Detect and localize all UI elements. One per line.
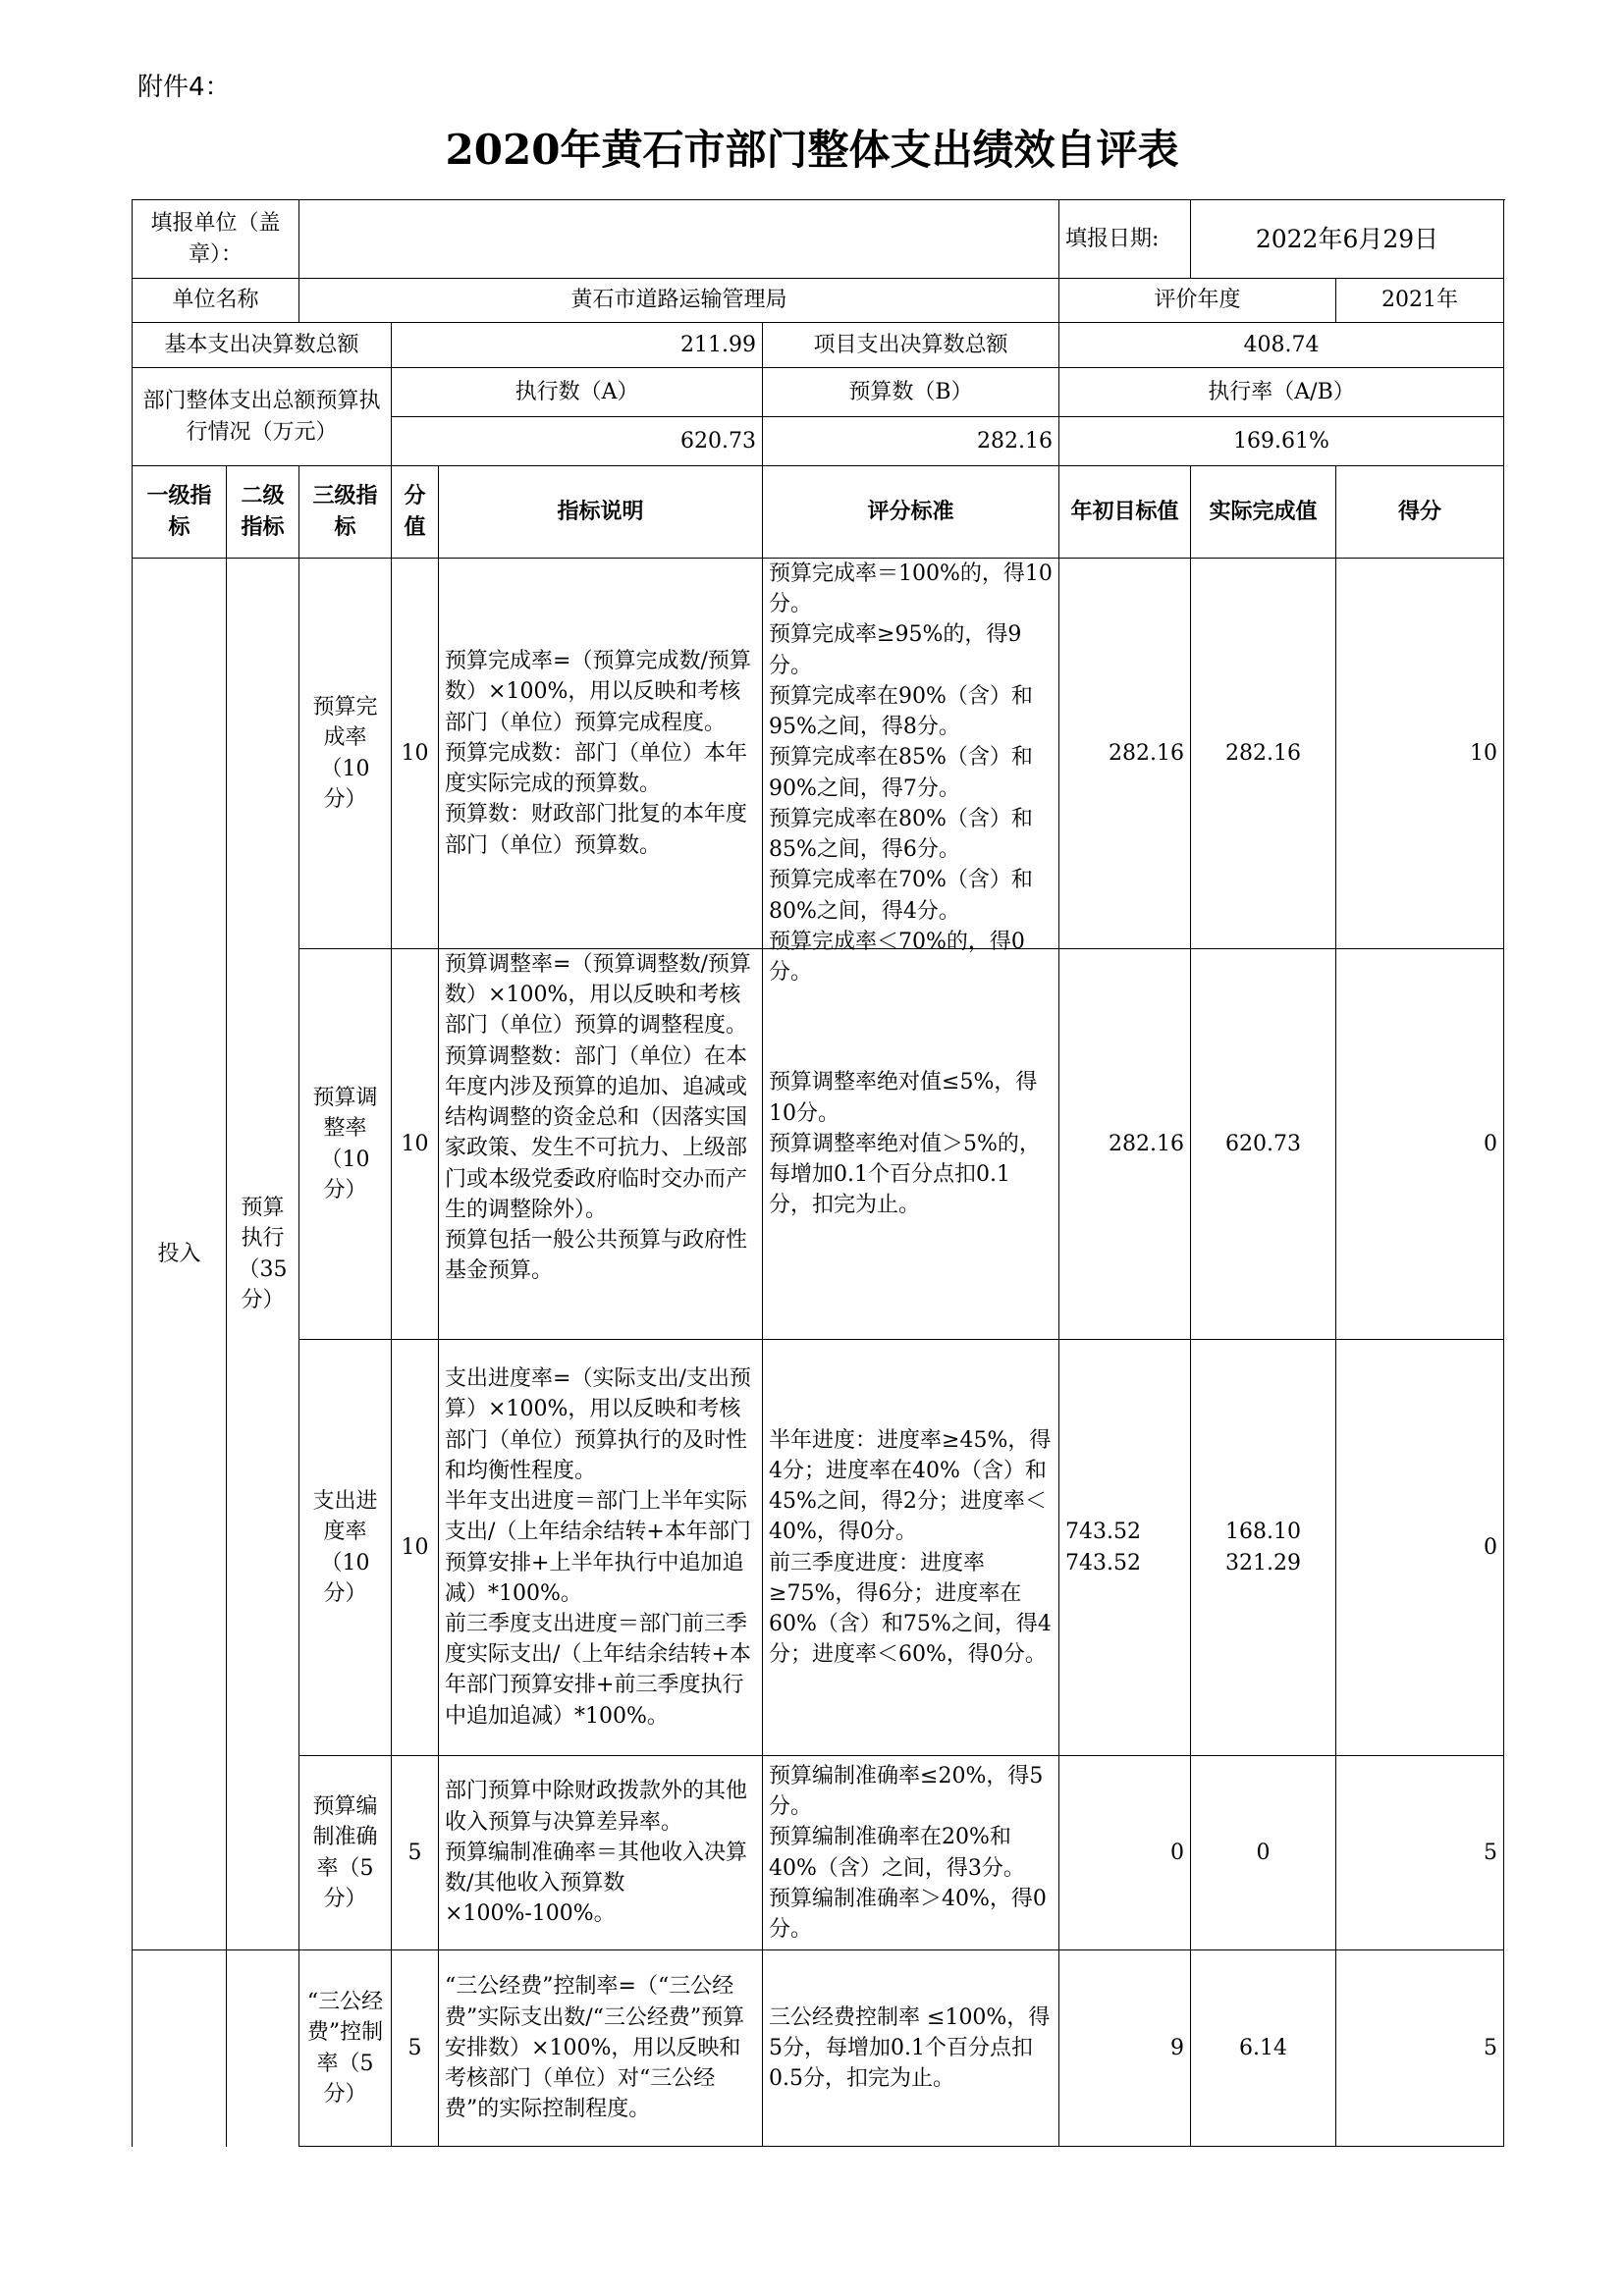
standard-text: 预算调整率绝对值≤5%，得10分。 预算调整率绝对值＞5%的，每增加0.1个百分点扣0.1分，扣完为止。	[769, 1070, 1041, 1218]
desc-cell	[439, 1340, 763, 1756]
desc-cell	[439, 559, 763, 949]
desc-text: 部门预算中除财政拨款外的其他收入预算与决算差异率。 预算编制准确率＝其他收入决算数/其他收入预算数×100%-100%。	[445, 1779, 748, 1927]
exec-rate-value: 169.61%	[1059, 417, 1504, 466]
desc-cell	[439, 949, 763, 1340]
header-row-exec-cols	[133, 368, 1504, 417]
desc-cell	[439, 1950, 763, 2147]
score-cell: 0	[1336, 1340, 1504, 1756]
actual-cell: 620.73	[1191, 949, 1336, 1340]
target-cell: 0	[1059, 1756, 1191, 1950]
level3-cell: 预算完成率（10分）	[299, 559, 392, 949]
level3-cell: “三公经费”控制率（5分）	[299, 1950, 392, 2147]
standard-cell	[763, 949, 1059, 1340]
level2-cell: 预算执行（35分）	[227, 559, 299, 1950]
col-desc: 指标说明	[439, 466, 763, 559]
standard-text: 预算完成率＝100%的，得10分。 预算完成率≥95%的，得9分。 预算完成率在90%（含）和95%之间，得8分。 预算完成率在85%（含）和90%之间，得7分。 预算完成率在80%（含）和85%之间，得6分。 预算完成率在70%（含）和80%之间，得4分。 预算完成率＜70%的，得0分。	[769, 561, 1053, 986]
fill-date-label: 填报日期:	[1059, 200, 1191, 279]
exec-a-value: 620.73	[392, 417, 763, 466]
col-score-value: 分值	[392, 466, 439, 559]
actual-cell: 6.14	[1191, 1950, 1336, 2147]
score-cell: 10	[1336, 559, 1504, 949]
desc-text: 预算调整率=（预算调整数/预算数）×100%，用以反映和考核部门（单位）预算的调整程度。 预算调整数：部门（单位）在本年度内涉及预算的追加、追减或结构调整的资金总和（因落实国家政策、发生不可抗力、上级部门或本级党委政府临时交办而产生的调整除外）。 预算包括一般公共预算与政府性基金预算。	[445, 952, 751, 1284]
eval-year-label: 评价年度	[1059, 279, 1336, 323]
standard-text: 半年进度：进度率≥45%，得4分；进度率在40%（含）和45%之间，得2分；进度率＜40%，得0分。 前三季度进度：进度率≥75%，得6分；进度率在60%（含）和75%之间，得4分；进度率＜60%，得0分。	[769, 1427, 1052, 1668]
target-cell: 282.16	[1059, 949, 1191, 1340]
desc-text: “三公经费”控制率=（“三公经费”实际支出数/“三公经费”预算安排数）×100%，用以反映和考核部门（单位）对“三公经费”的实际控制程度。	[445, 1974, 745, 2122]
fill-unit-label: 填报单位（盖章）：	[133, 200, 299, 279]
eval-year-value: 2021年	[1336, 279, 1504, 323]
score-cell: 5	[1336, 1756, 1504, 1950]
actual-cell: 0	[1191, 1756, 1336, 1950]
fill-date-value: 2022年6月29日	[1191, 200, 1504, 279]
standard-cell	[763, 1756, 1059, 1950]
points-cell: 10	[392, 559, 439, 949]
col-score: 得分	[1336, 466, 1504, 559]
score-cell: 5	[1336, 1950, 1504, 2147]
project-total-label: 项目支出决算数总额	[763, 323, 1059, 368]
target-cell: 282.16	[1059, 559, 1191, 949]
col-standard: 评分标准	[763, 466, 1059, 559]
exec-col-b: 预算数（B）	[763, 368, 1059, 417]
col-level3: 三级指标	[299, 466, 392, 559]
score-cell: 0	[1336, 949, 1504, 1340]
column-header-row	[133, 466, 1504, 559]
exec-b-value: 282.16	[763, 417, 1059, 466]
level3-cell: 预算调整率（10分）	[299, 949, 392, 1340]
table-row	[133, 1756, 1504, 1950]
unit-name-value: 黄石市道路运输管理局	[299, 279, 1059, 323]
points-cell: 5	[392, 1950, 439, 2147]
level1-cell-empty	[133, 1950, 227, 2147]
target-cell: 9	[1059, 1950, 1191, 2147]
actual-cell	[1191, 1340, 1336, 1756]
target-text: 743.52 743.52	[1065, 1520, 1141, 1575]
table-row	[133, 559, 1504, 949]
level1-cell: 投入	[133, 559, 227, 1950]
col-level2: 二级指标	[227, 466, 299, 559]
header-row-unit	[133, 279, 1504, 323]
basic-total-label: 基本支出决算数总额	[133, 323, 392, 368]
actual-cell: 282.16	[1191, 559, 1336, 949]
table-row	[133, 949, 1504, 1340]
desc-cell	[439, 1756, 763, 1950]
standard-cell	[763, 1340, 1059, 1756]
table-row	[133, 1950, 1504, 2147]
exec-col-a: 执行数（A）	[392, 368, 763, 417]
level2-cell-empty	[227, 1950, 299, 2147]
standard-cell	[763, 1950, 1059, 2147]
page-title: 2020年黄石市部门整体支出绩效自评表	[445, 126, 1179, 174]
table-row	[133, 1340, 1504, 1756]
points-cell: 5	[392, 1756, 439, 1950]
target-cell	[1059, 1340, 1191, 1756]
desc-text: 支出进度率=（实际支出/支出预算）×100%，用以反映和考核部门（单位）预算执行的及时性和均衡性程度。 半年支出进度＝部门上半年实际支出/（上年结余结转+本年部门预算安排+上半年执行中追加追减）*100%。 前三季度支出进度＝部门前三季度实际支出/（上年结余结转+本年部门预算安排+前三季度执行中追加追减）*100%。	[445, 1366, 751, 1729]
exec-label: 部门整体支出总额预算执行情况（万元）	[133, 368, 392, 466]
attachment-label: 附件4：	[137, 73, 231, 102]
project-total-value: 408.74	[1059, 323, 1504, 368]
col-target: 年初目标值	[1059, 466, 1191, 559]
col-actual: 实际完成值	[1191, 466, 1336, 559]
points-cell: 10	[392, 949, 439, 1340]
standard-text: 三公经费控制率 ≤100%，得5分，每增加0.1个百分点扣0.5分，扣完为止。	[769, 2004, 1051, 2092]
standard-text: 预算编制准确率≤20%，得5分。 预算编制准确率在20%和40%（含）之间，得3分。 预算编制准确率＞40%，得0分。	[769, 1763, 1047, 1942]
desc-text: 预算完成率=（预算完成数/预算数）×100%，用以反映和考核部门（单位）预算完成程度。 预算完成数：部门（单位）本年度实际完成的预算数。 预算数：财政部门批复的本年度部门（单位）预算数。	[445, 649, 751, 858]
basic-total-value: 211.99	[392, 323, 763, 368]
col-level1: 一级指标	[133, 466, 227, 559]
fill-unit-value	[299, 200, 1059, 279]
unit-name-label: 单位名称	[133, 279, 299, 323]
evaluation-table	[132, 199, 1504, 2147]
exec-col-rate: 执行率（A/B）	[1059, 368, 1504, 417]
points-cell: 10	[392, 1340, 439, 1756]
standard-cell	[763, 559, 1059, 986]
level3-cell: 支出进度率（10分）	[299, 1340, 392, 1756]
level3-cell: 预算编制准确率（5分）	[299, 1756, 392, 1950]
header-row-totals	[133, 323, 1504, 368]
header-row-fill	[133, 200, 1504, 279]
actual-text: 168.10 321.29	[1225, 1520, 1301, 1575]
